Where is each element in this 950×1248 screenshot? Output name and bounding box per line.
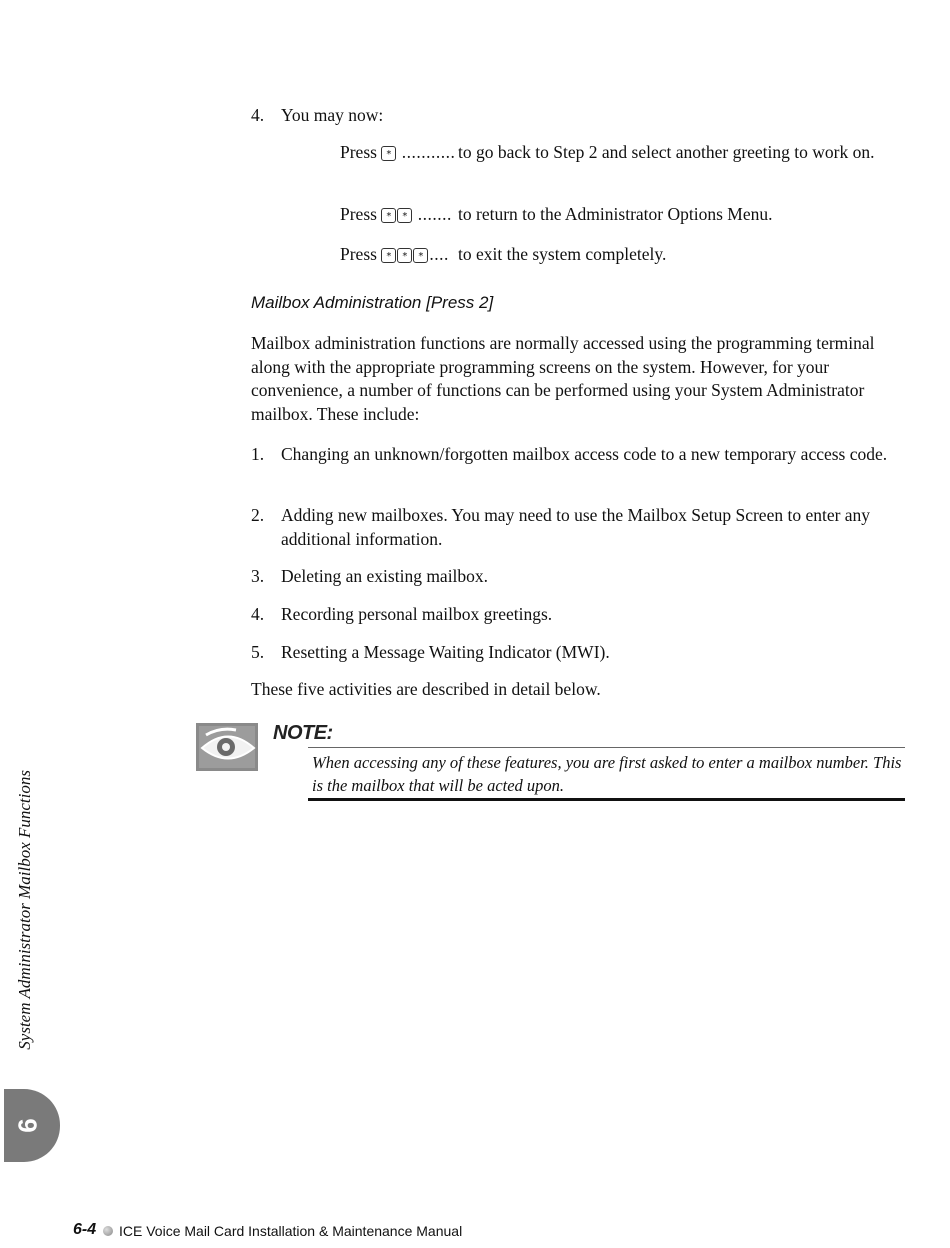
leader-dots: ....... xyxy=(417,204,452,224)
manual-title: ICE Voice Mail Card Installation & Maintenance Manual xyxy=(119,1223,463,1239)
note-divider xyxy=(308,798,905,801)
note-divider xyxy=(308,747,905,748)
press-label: Press xyxy=(340,204,377,224)
note-label: NOTE: xyxy=(273,722,333,744)
intro-paragraph: Mailbox administration functions are normally accessed using the programming terminal along with the appropriate programming screens on the system. However, for your convenience, a number of functions can be performed using your System Administrator mailbox. These include: xyxy=(251,333,875,424)
star-key-icon: * xyxy=(381,248,396,263)
star-key-icon: * xyxy=(381,146,396,161)
list-item-text: Changing an unknown/forgotten mailbox access code to a new temporary access code. xyxy=(281,444,888,464)
star-key-icon: * xyxy=(381,208,396,223)
list-item-number: 3. xyxy=(251,566,265,586)
list-item-number: 1. xyxy=(251,444,265,464)
chapter-number: 6 xyxy=(12,1118,43,1133)
note-text: When accessing any of these features, you are first asked to enter a mailbox number. This is the mailbox that will be acted upon. xyxy=(312,753,902,795)
star-key-icon: * xyxy=(413,248,428,263)
list-item-number: 5. xyxy=(251,642,265,662)
list-item-text: Recording personal mailbox greetings. xyxy=(281,604,553,624)
press-label: Press xyxy=(340,244,377,264)
press-description: to go back to Step 2 and select another greeting to work on. xyxy=(458,142,875,162)
list-item-number: 2. xyxy=(251,505,265,525)
press-label: Press xyxy=(340,142,377,162)
list-item-text: Deleting an existing mailbox. xyxy=(281,566,489,586)
press-description: to exit the system completely. xyxy=(458,244,667,264)
list-item-text: Adding new mailboxes. You may need to use the Mailbox Setup Screen to enter any additional information. xyxy=(281,505,871,549)
eye-icon xyxy=(196,721,262,773)
star-key-icon: * xyxy=(397,248,412,263)
page-number: 6-4 xyxy=(73,1221,97,1238)
step-text: You may now: xyxy=(281,105,384,125)
closing-sentence: These five activities are described in detail below. xyxy=(251,679,601,699)
section-heading: Mailbox Administration [Press 2] xyxy=(251,293,494,312)
leader-dots: ........... xyxy=(401,142,456,162)
step-number: 4. xyxy=(251,105,265,125)
press-description: to return to the Administrator Options Menu. xyxy=(458,204,773,224)
list-item-text: Resetting a Message Waiting Indicator (MWI). xyxy=(281,642,610,662)
bullet-icon xyxy=(103,1226,113,1236)
star-key-icon: * xyxy=(397,208,412,223)
leader-dots: .... xyxy=(429,244,449,264)
list-item-number: 4. xyxy=(251,604,265,624)
